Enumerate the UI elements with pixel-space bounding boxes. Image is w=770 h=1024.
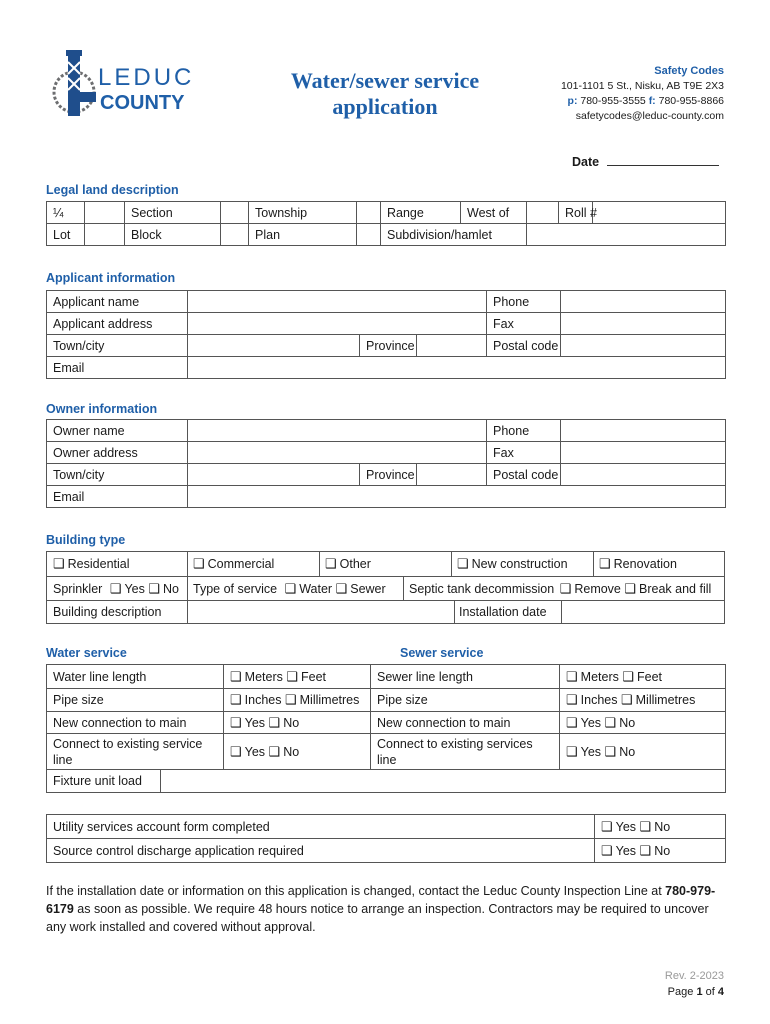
applicant-postal-field[interactable] — [561, 335, 726, 357]
septic-remove-checkbox[interactable] — [560, 582, 575, 596]
septic-break-fill-checkbox[interactable] — [624, 582, 639, 596]
service-water-checkbox[interactable] — [285, 582, 300, 596]
legal-township-label: Township — [249, 202, 357, 224]
applicant-town-field[interactable] — [188, 335, 360, 357]
source-control-options[interactable]: ❑ Yes ❑ No — [595, 839, 726, 863]
owner-heading: Owner information — [46, 402, 158, 416]
water-pipe-label: Pipe size — [47, 689, 224, 712]
legal-plan-label: Plan — [249, 224, 357, 246]
owner-postal-field[interactable] — [561, 464, 726, 486]
logo-text-county: COUNTY — [100, 92, 185, 114]
fixture-field[interactable] — [161, 770, 726, 793]
legal-roll-field[interactable] — [593, 202, 726, 224]
legal-lot-label: Lot — [47, 224, 85, 246]
service-sewer-checkbox[interactable] — [336, 582, 351, 596]
contact-phones: p: 780-955-3555 f: 780-955-8866 — [567, 95, 724, 107]
legal-quarter-field[interactable] — [85, 202, 125, 224]
commercial-checkbox[interactable]: ❑ Commercial — [193, 556, 274, 572]
owner-address-field[interactable] — [188, 442, 487, 464]
sewer-new-conn-label: New connection to main — [371, 712, 560, 734]
sewer-pipe-label: Pipe size — [371, 689, 560, 712]
legal-roll-label: Roll # — [559, 202, 593, 224]
water-length-units[interactable]: ❑ Meters ❑ Feet — [224, 665, 371, 689]
applicant-address-label: Applicant address — [47, 313, 188, 335]
applicant-fax-field[interactable] — [561, 313, 726, 335]
water-pipe-units[interactable]: ❑ Inches ❑ Millimetres — [224, 689, 371, 712]
legal-subdivision-field[interactable] — [527, 224, 726, 246]
legal-section-field[interactable] — [221, 202, 249, 224]
legal-heading: Legal land description — [46, 183, 179, 197]
applicant-province-field[interactable] — [417, 335, 487, 357]
service-type-row: Type of service ❑ Water ❑ Sewer — [193, 581, 386, 597]
inspection-phone: 780-979-6179 — [46, 884, 716, 916]
owner-town-label: Town/city — [47, 464, 188, 486]
owner-phone-field[interactable] — [561, 420, 726, 442]
renovation-checkbox[interactable]: ❑ Renovation — [599, 556, 677, 572]
owner-address-label: Owner address — [47, 442, 188, 464]
water-existing-options[interactable]: ❑ Yes ❑ No — [224, 734, 371, 770]
owner-phone-label: Phone — [487, 420, 561, 442]
applicant-province-label: Province — [360, 335, 417, 357]
fixture-label: Fixture unit load — [47, 770, 161, 793]
utility-account-label: Utility services account form completed — [47, 815, 595, 839]
sewer-length-label: Sewer line length — [371, 665, 560, 689]
legal-quarter-label: ¼ — [47, 202, 85, 224]
date-field[interactable]: Date — [572, 155, 719, 169]
applicant-table — [46, 290, 726, 379]
legal-table — [46, 201, 726, 246]
legal-lot-field[interactable] — [85, 224, 125, 246]
owner-name-label: Owner name — [47, 420, 188, 442]
applicant-postal-label: Postal code — [487, 335, 561, 357]
county-logo — [50, 48, 195, 124]
other-checkbox[interactable]: ❑ Other — [325, 556, 371, 572]
legal-block-label: Block — [125, 224, 221, 246]
legal-plan-field[interactable] — [357, 224, 381, 246]
legal-township-field[interactable] — [357, 202, 381, 224]
building-table — [46, 551, 725, 624]
contact-block — [561, 64, 724, 124]
legal-westof-label: West of — [461, 202, 527, 224]
utility-account-options[interactable]: ❑ Yes ❑ No — [595, 815, 726, 839]
source-control-label: Source control discharge application required — [47, 839, 595, 863]
contact-address: 101-1101 5 St., Nisku, AB T9E 2X3 — [560, 80, 724, 92]
service-table — [46, 664, 726, 793]
water-new-conn-options[interactable]: ❑ Yes ❑ No — [224, 712, 371, 734]
owner-table — [46, 419, 726, 508]
septic-row: Septic tank decommission ❑ Remove ❑ Break and fill — [409, 581, 711, 597]
legal-westof-field[interactable] — [527, 202, 559, 224]
sewer-length-units[interactable]: ❑ Meters ❑ Feet — [560, 665, 726, 689]
applicant-town-label: Town/city — [47, 335, 188, 357]
owner-fax-label: Fax — [487, 442, 561, 464]
residential-checkbox[interactable]: ❑ Residential — [53, 556, 130, 572]
utility-table — [46, 814, 726, 863]
tower-icon — [50, 48, 98, 124]
applicant-phone-field[interactable] — [561, 291, 726, 313]
applicant-email-label: Email — [47, 357, 188, 379]
building-description-field[interactable] — [187, 600, 455, 623]
install-date-label: Installation date — [459, 605, 547, 619]
page-number: Page 1 of 4 — [667, 986, 724, 998]
water-heading: Water service — [46, 646, 127, 660]
building-description-label: Building description — [53, 605, 162, 619]
sewer-new-conn-options[interactable]: ❑ Yes ❑ No — [560, 712, 726, 734]
sprinkler-no-checkbox[interactable] — [148, 582, 163, 596]
page-title: Water/sewer service application — [290, 68, 480, 119]
applicant-fax-label: Fax — [487, 313, 561, 335]
contact-email: safetycodes@leduc-county.com — [575, 110, 724, 122]
sprinkler-yes-checkbox[interactable] — [110, 582, 125, 596]
water-new-conn-label: New connection to main — [47, 712, 224, 734]
revision-label: Rev. 2-2023 — [664, 970, 724, 982]
legal-range-label: Range — [381, 202, 461, 224]
sprinkler-row: Sprinkler ❑ Yes ❑ No — [53, 581, 179, 597]
owner-email-field[interactable] — [188, 486, 726, 508]
water-existing-label: Connect to existing service line — [47, 734, 224, 770]
owner-province-label: Province — [360, 464, 417, 486]
notice-paragraph: If the installation date or information on this application is changed, contact the Leduc County Inspection Line at 780-979-6179 as soon as possible. We require 48 hours notice to arrange an inspection. Contractors may be required to uncover any work installed and covered without approval. — [46, 884, 716, 934]
owner-postal-label: Postal code — [487, 464, 561, 486]
legal-block-field[interactable] — [221, 224, 249, 246]
logo-text-leduc: LEDUC — [98, 64, 195, 91]
owner-email-label: Email — [47, 486, 188, 508]
legal-subdivision-label: Subdivision/hamlet — [381, 224, 527, 246]
new-construction-checkbox[interactable]: ❑ New construction — [457, 556, 568, 572]
contact-dept: Safety Codes — [654, 65, 724, 77]
owner-province-field[interactable] — [417, 464, 487, 486]
building-heading: Building type — [46, 533, 126, 547]
applicant-name-label: Applicant name — [47, 291, 188, 313]
applicant-heading: Applicant information — [46, 271, 176, 285]
applicant-email-field[interactable] — [188, 357, 726, 379]
applicant-name-field[interactable] — [188, 291, 487, 313]
owner-name-field[interactable] — [188, 420, 487, 442]
sewer-pipe-units[interactable]: ❑ Inches ❑ Millimetres — [560, 689, 726, 712]
sewer-existing-options[interactable]: ❑ Yes ❑ No — [560, 734, 726, 770]
owner-fax-field[interactable] — [561, 442, 726, 464]
legal-section-label: Section — [125, 202, 221, 224]
applicant-phone-label: Phone — [487, 291, 561, 313]
owner-town-field[interactable] — [188, 464, 360, 486]
install-date-field[interactable] — [561, 600, 725, 623]
sewer-existing-label: Connect to existing services line — [371, 734, 560, 770]
sewer-heading: Sewer service — [400, 646, 484, 660]
footer — [665, 968, 724, 1000]
applicant-address-field[interactable] — [188, 313, 487, 335]
water-length-label: Water line length — [47, 665, 224, 689]
